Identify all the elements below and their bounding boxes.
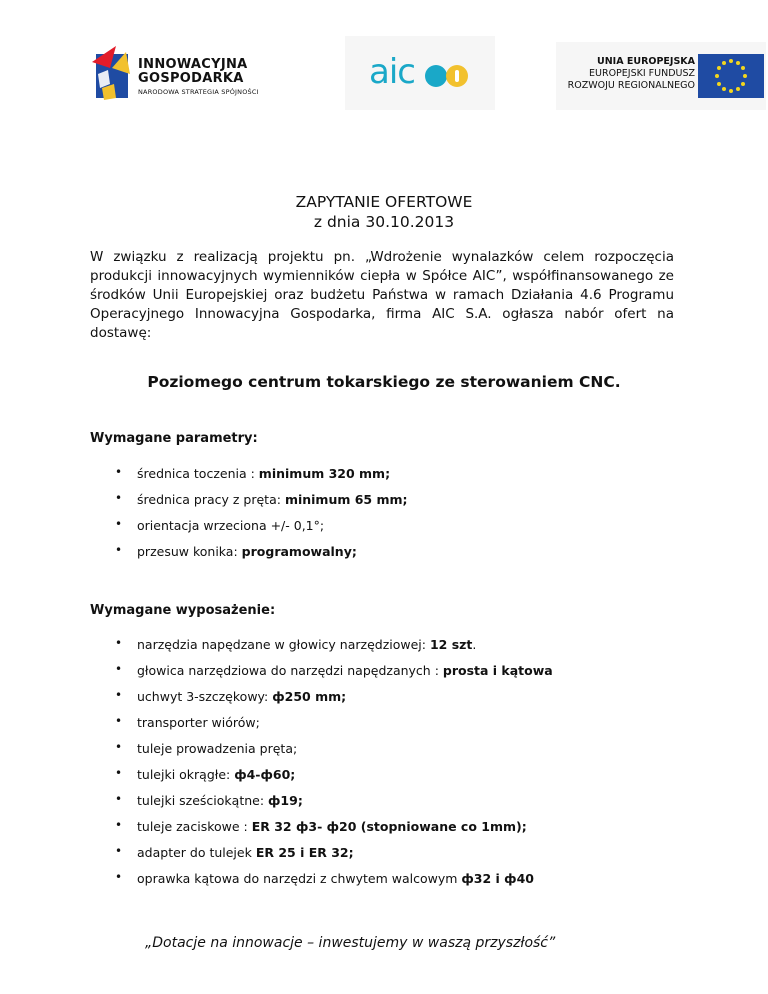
- bullet-icon: •: [115, 818, 123, 832]
- list-item: • głowica narzędziowa do narzędzi napędzanych : prosta i kątowa: [115, 662, 553, 678]
- list-item: • średnica toczenia : minimum 320 mm;: [115, 465, 391, 481]
- bullet-icon: •: [115, 517, 123, 531]
- list-item: • tulejki sześciokątne: ф19;: [115, 792, 303, 808]
- list-item: • adapter do tulejek ER 25 i ER 32;: [115, 844, 354, 860]
- footer-slogan: „Dotacje na innowacje – inwestujemy w waszą przyszłość”: [145, 935, 556, 951]
- eu-line-3: ROZWOJU REGIONALNEGO: [567, 80, 695, 91]
- list-item: • transporter wiórów;: [115, 714, 260, 730]
- list-item: • tuleje prowadzenia pręta;: [115, 740, 298, 756]
- bullet-icon: •: [115, 543, 123, 557]
- title-line-2: z dnia 30.10.2013: [313, 213, 455, 231]
- aic-logo: [345, 36, 495, 110]
- bullet-icon: •: [115, 740, 123, 754]
- aic-logo-circle-yellow: [446, 65, 468, 87]
- aic-logo-circle-blue: [425, 65, 447, 87]
- list-item: • oprawka kątowa do narzędzi z chwytem walcowym ф32 i ф40: [115, 870, 534, 886]
- params-list: [90, 466, 710, 570]
- equipment-title: Wymagane wyposażenie:: [90, 603, 276, 618]
- list-item: • tulejki okrągłe: ф4-ф60;: [115, 766, 296, 782]
- eu-line-2: EUROPEJSKI FUNDUSZ: [589, 68, 695, 79]
- aic-logo-text: aic: [369, 52, 415, 92]
- bullet-icon: •: [115, 636, 123, 650]
- list-item: • średnica pracy z pręta: minimum 65 mm;: [115, 491, 408, 507]
- document-title: [0, 192, 768, 232]
- ig-line-2: GOSPODARKA: [138, 71, 244, 86]
- bullet-icon: •: [115, 792, 123, 806]
- subject-heading: Poziomego centrum tokarskiego ze sterowaniem CNC.: [147, 373, 621, 391]
- title-line-1: ZAPYTANIE OFERTOWE: [295, 193, 473, 211]
- list-item: • narzędzia napędzane w głowicy narzędziowej: 12 szt.: [115, 636, 477, 652]
- ig-line-3: NARODOWA STRATEGIA SPÓJNOŚCI: [138, 88, 259, 96]
- bullet-icon: •: [115, 766, 123, 780]
- bullet-icon: •: [115, 714, 123, 728]
- ig-line-1: INNOWACYJNA: [138, 57, 248, 72]
- list-item: • orientacja wrzeciona +/- 0,1°;: [115, 517, 325, 533]
- bullet-icon: •: [115, 662, 123, 676]
- list-item: • tuleje zaciskowe : ER 32 ф3- ф20 (stopniowane co 1mm);: [115, 818, 527, 834]
- eu-line-1: UNIA EUROPEJSKA: [597, 56, 695, 67]
- ig-star-icon: [90, 44, 136, 102]
- list-item: • przesuw konika: programowalny;: [115, 543, 357, 559]
- eu-logo: [556, 42, 766, 110]
- bullet-icon: •: [115, 688, 123, 702]
- bullet-icon: •: [115, 465, 123, 479]
- intro-paragraph: W związku z realizacją projektu pn. „Wdrożenie wynalazków celem rozpoczęcia produkcji innowacyjnych wymienników ciepła w Spółce AIC”, współfinansowanego ze środków Unii Europejskiej oraz budżetu Państwa w ramach Działania 4.6 Programu Operacyjnego Innowacyjna Gospodarka, firma AIC S.A. ogłasza nabór ofert na dostawę:: [90, 249, 674, 341]
- equipment-list: [90, 637, 710, 897]
- eu-flag-icon: [698, 54, 764, 98]
- header-logos: [0, 0, 768, 120]
- params-title: Wymagane parametry:: [90, 431, 258, 446]
- bullet-icon: •: [115, 870, 123, 884]
- innowacyjna-gospodarka-logo: [90, 44, 280, 104]
- bullet-icon: •: [115, 491, 123, 505]
- bullet-icon: •: [115, 844, 123, 858]
- list-item: • uchwyt 3-szczękowy: ф250 mm;: [115, 688, 347, 704]
